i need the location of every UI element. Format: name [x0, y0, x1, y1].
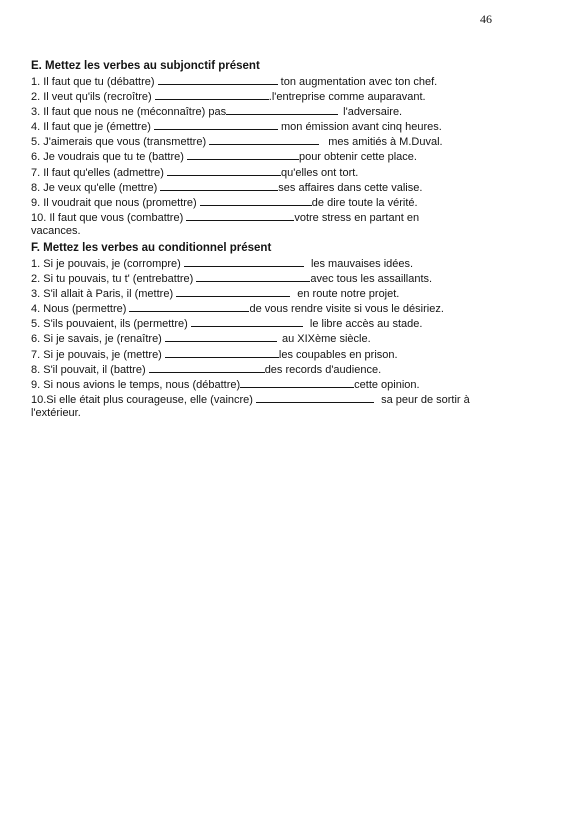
exercise-item: 3. S'il allait à Paris, il (mettre) en route notre projet. — [31, 288, 400, 301]
exercise-item: 9. Il voudrait que nous (promettre) de dire toute la vérité. — [31, 196, 418, 209]
exercise-item: 2. Si tu pouvais, tu t' (entrebattre) avec tous les assaillants. — [31, 273, 433, 286]
answer-blank[interactable] — [196, 271, 310, 282]
answer-blank[interactable] — [226, 104, 338, 115]
answer-blank[interactable] — [200, 195, 312, 206]
exercise-section-e — [31, 59, 551, 238]
answer-blank[interactable] — [186, 210, 294, 221]
answer-blank[interactable] — [155, 89, 269, 100]
section-e-title: E. Mettez les verbes au subjonctif présent — [31, 60, 260, 72]
exercise-item: 4. Nous (permettre) de vous rendre visite si vous le désiriez. — [31, 303, 444, 316]
exercise-item: 1. Il faut que tu (débattre) ton augmentation avec ton chef. — [31, 76, 438, 88]
exercise-section-f — [31, 241, 551, 420]
answer-blank[interactable] — [240, 377, 354, 388]
exercise-item: 6. Je voudrais que tu te (battre) pour obtenir cette place. — [31, 151, 417, 164]
exercise-item: 2. Il veut qu'ils (recroître) .l'entreprise comme auparavant. — [31, 91, 426, 104]
answer-blank[interactable] — [165, 347, 279, 358]
exercise-item: 7. Si je pouvais, je (mettre) les coupables en prison. — [31, 348, 398, 361]
exercise-item: 1. Si je pouvais, je (corrompre) les mauvaises idées. — [31, 258, 414, 270]
exercise-item: 8. Je veux qu'elle (mettre) ses affaires dans cette valise. — [31, 181, 423, 194]
exercise-item: 10.Si elle était plus courageuse, elle (vaincre) sa peur de sortir à l'extérieur. — [31, 393, 470, 419]
exercise-item: 7. Il faut qu'elles (admettre) qu'elles ont tort. — [31, 166, 359, 179]
exercise-item: 8. S'il pouvait, il (battre) des records d'audience. — [31, 363, 382, 376]
exercise-item: 4. Il faut que je (émettre) mon émission avant cinq heures. — [31, 121, 442, 134]
answer-blank[interactable] — [154, 119, 278, 130]
answer-blank[interactable] — [160, 180, 278, 191]
answer-blank[interactable] — [187, 149, 299, 160]
answer-blank[interactable] — [167, 165, 281, 176]
exercise-item: 5. S'ils pouvaient, ils (permettre) le libre accès au stade. — [31, 318, 423, 331]
exercise-item: 6. Si je savais, je (renaître) au XIXème siècle. — [31, 333, 371, 346]
exercise-item: 3. Il faut que nous ne (méconnaître) pas l'adversaire. — [31, 106, 403, 119]
exercise-item: 9. Si nous avions le temps, nous (débattre) cette opinion. — [31, 378, 420, 391]
exercise-item: 5. J'aimerais que vous (transmettre) mes amitiés à M.Duval. — [31, 136, 443, 149]
answer-blank[interactable] — [209, 134, 319, 145]
answer-blank[interactable] — [165, 331, 277, 342]
answer-blank[interactable] — [191, 316, 303, 327]
answer-blank[interactable] — [176, 286, 290, 297]
page-number: 46 — [480, 12, 492, 26]
answer-blank[interactable] — [158, 74, 278, 85]
answer-blank[interactable] — [184, 256, 304, 267]
exercise-item: 10. Il faut que vous (combattre) votre stress en partant en vacances. — [31, 211, 420, 237]
answer-blank[interactable] — [129, 301, 249, 312]
answer-blank[interactable] — [256, 392, 374, 403]
section-f-title: F. Mettez les verbes au conditionnel présent — [31, 242, 272, 254]
answer-blank[interactable] — [149, 362, 265, 373]
